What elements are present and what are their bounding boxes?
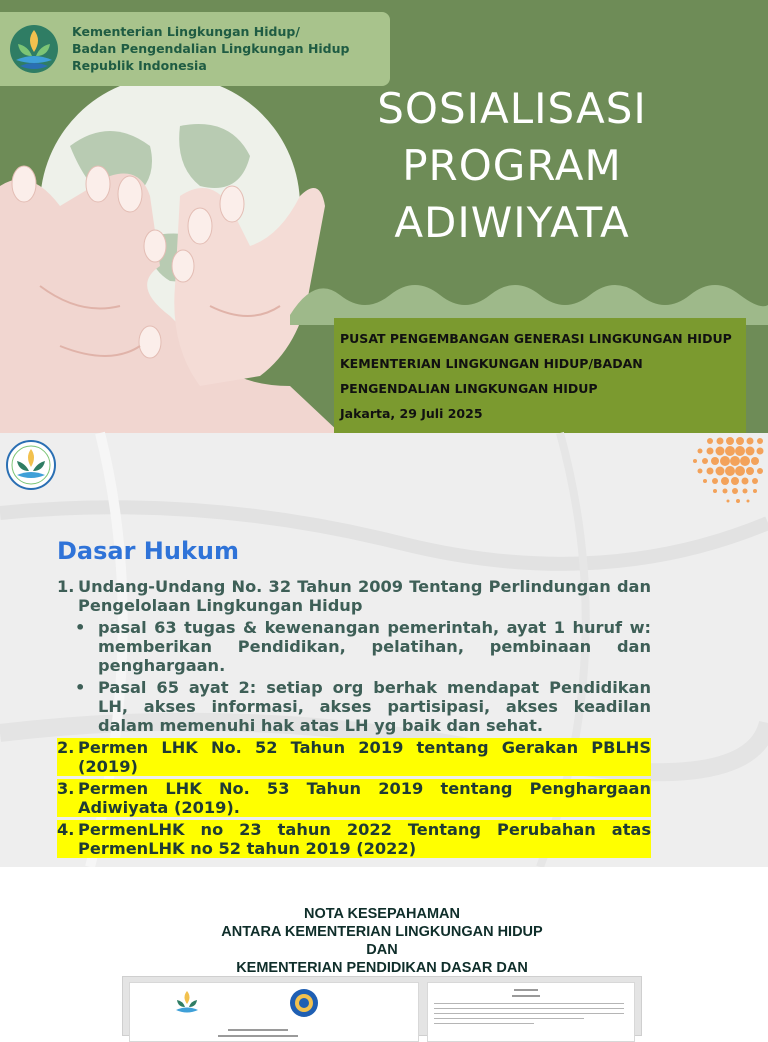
document-text-line — [434, 1013, 624, 1014]
list-item-text: Undang-Undang No. 32 Tahun 2009 Tentang Perlindungan dan Pengelolaan Lingkungan Hidup — [78, 577, 651, 615]
list-number: 4. — [57, 820, 75, 839]
ministry-logo-icon — [172, 988, 202, 1018]
info-line-2: KEMENTERIAN LINGKUNGAN HIDUP/BADAN — [340, 356, 643, 371]
hands-globe-illustration — [0, 86, 340, 433]
info-line-1: PUSAT PENGEMBANGAN GENERASI LINGKUNGAN HIDUP — [340, 331, 732, 346]
document-text-line — [218, 1035, 298, 1037]
document-text-line — [512, 995, 540, 997]
list-number: 2. — [57, 738, 75, 757]
ministry-name-line-1: Kementerian Lingkungan Hidup/ — [72, 24, 300, 39]
cover-title-line-3: ADIWIYATA — [394, 198, 630, 247]
decorative-waves — [290, 255, 768, 325]
cover-title-line-2: PROGRAM — [402, 141, 622, 190]
slide-legal-basis — [0, 433, 768, 867]
mou-title-line-3: DAN — [366, 942, 398, 958]
info-line-4: Jakarta, 29 Juli 2025 — [340, 406, 483, 421]
sub-list-item — [57, 618, 651, 675]
decorative-dots — [640, 433, 768, 513]
list-item-highlighted — [57, 738, 651, 776]
bullet-icon: • — [75, 618, 86, 637]
section-heading: Dasar Hukum — [57, 537, 240, 565]
mou-title-line-2: ANTARA KEMENTERIAN LINGKUNGAN HIDUP — [221, 924, 543, 940]
mou-title-line-4: KEMENTERIAN PENDIDIKAN DASAR DAN — [236, 960, 528, 976]
sub-list-item — [57, 678, 651, 735]
document-text-line — [514, 989, 538, 991]
document-text-line — [434, 1018, 584, 1019]
bullet-icon: • — [75, 678, 86, 697]
document-text-line — [434, 1023, 534, 1024]
cover-title-line-1: SOSIALISASI — [377, 84, 647, 133]
document-text-line — [434, 1003, 624, 1004]
list-item-highlighted — [57, 820, 651, 858]
slide-mou — [0, 867, 768, 1024]
ministry-logo-small-icon — [5, 439, 57, 491]
sub-list-item-text: pasal 63 tugas & kewenangan pemerintah, ayat 1 huruf w: memberikan Pendidikan, pelatihan, pembinaan dan penghargaan. — [98, 618, 651, 675]
document-preview — [122, 976, 642, 1036]
document-page-left — [129, 982, 419, 1042]
mou-title-line-1: NOTA KESEPAHAMAN — [303, 906, 460, 922]
list-item-text: PermenLHK no 23 tahun 2022 Tentang Perubahan atas PermenLHK no 52 tahun 2019 (2022) — [78, 820, 651, 858]
document-text-line — [228, 1029, 288, 1031]
slide-cover — [0, 0, 768, 433]
list-item-text: Permen LHK No. 52 Tahun 2019 tentang Gerakan PBLHS (2019) — [78, 738, 651, 776]
ministry-name-line-2: Badan Pengendalian Lingkungan Hidup — [72, 41, 350, 56]
cover-title — [352, 80, 672, 251]
sub-list-item-text: Pasal 65 ayat 2: setiap org berhak mendapat Pendidikan LH, akses informasi, akses partisipasi, akses keadilan dalam memenuhi hak atas LH yg baik dan sehat. — [98, 678, 651, 735]
ministry-name-line-3: Republik Indonesia — [72, 58, 207, 73]
list-number: 3. — [57, 779, 75, 798]
document-page-right — [427, 982, 635, 1042]
info-line-3: PENGENDALIAN LINGKUNGAN HIDUP — [340, 381, 598, 396]
presenter-info-box — [334, 318, 746, 433]
list-item-highlighted — [57, 779, 651, 817]
ministry-header — [0, 12, 390, 86]
education-ministry-logo-icon — [288, 987, 320, 1019]
list-item — [57, 577, 651, 615]
list-item-text: Permen LHK No. 53 Tahun 2019 tentang Penghargaan Adiwiyata (2019). — [78, 779, 651, 817]
document-text-line — [434, 1008, 624, 1009]
list-number: 1. — [57, 577, 75, 596]
legal-basis-list — [57, 577, 651, 861]
ministry-logo-icon — [8, 22, 60, 76]
